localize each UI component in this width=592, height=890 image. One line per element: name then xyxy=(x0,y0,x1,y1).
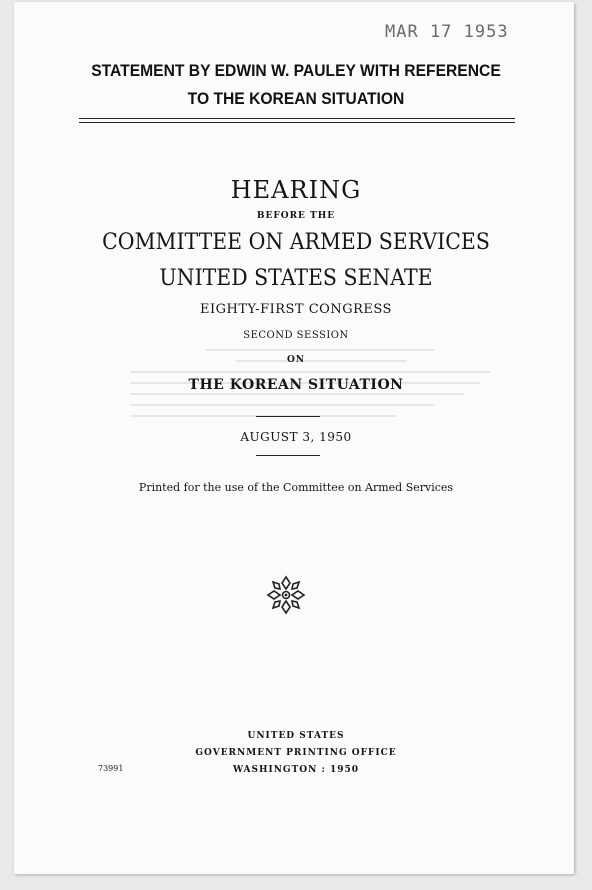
imprint-line1: UNITED STATES xyxy=(247,731,345,741)
imprint-line2: GOVERNMENT PRINTING OFFICE xyxy=(195,748,397,758)
congress-label: EIGHTY-FIRST CONGRESS xyxy=(200,302,392,317)
short-rule-lower xyxy=(256,455,320,456)
session-label: SECOND SESSION xyxy=(243,330,349,341)
hearing-date: AUGUST 3, 1950 xyxy=(240,430,352,444)
committee-name: COMMITTEE ON ARMED SERVICES xyxy=(102,230,490,255)
senate-name: UNITED STATES SENATE xyxy=(159,266,433,291)
double-rule-bottom xyxy=(79,122,515,123)
hearing-title: HEARING xyxy=(230,176,362,204)
double-rule-top xyxy=(79,118,515,119)
before-the-label: BEFORE THE xyxy=(256,211,336,221)
document-number: 73991 xyxy=(98,764,124,773)
short-rule-upper xyxy=(256,416,320,417)
printed-for-note: Printed for the use of the Committee on Armed Services xyxy=(138,481,454,494)
on-label: ON xyxy=(286,355,306,365)
imprint-line3: WASHINGTON : 1950 xyxy=(232,765,360,775)
statement-title-line2: TO THE KOREAN SITUATION xyxy=(187,89,405,108)
hearing-subject: THE KOREAN SITUATION xyxy=(188,377,404,393)
received-date-stamp: MAR 17 1953 xyxy=(385,22,509,42)
statement-title-line1: STATEMENT BY EDWIN W. PAULEY WITH REFERENCE xyxy=(91,61,501,80)
printer-ornament-icon xyxy=(265,574,307,616)
